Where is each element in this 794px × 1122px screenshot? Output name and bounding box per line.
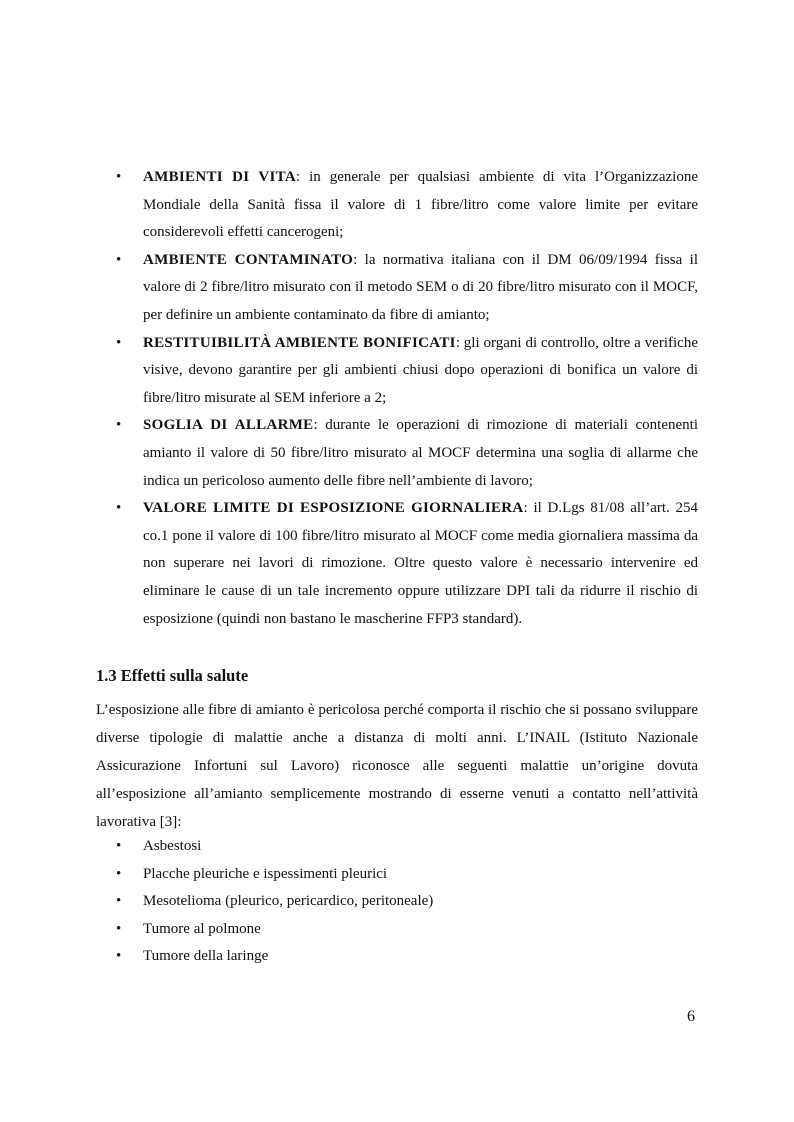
section-intro-paragraph: L’esposizione alle fibre di amianto è pericolosa perché comporta il rischio che si possano sviluppare diverse tipologie di malattie anche a distanza di molti anni. L’INAIL (Istituto Nazionale Assicurazione Infortuni sul Lavoro) riconosce alle seguenti malattie un’origine dovuta all’esposizione all’amianto semplicemente mostrando di esserne venuti a contatto nell’attività lavorativa [3]:: [96, 702, 698, 830]
definition-term: VALORE LIMITE DI ESPOSIZIONE GIORNALIERA: [143, 500, 524, 517]
bullet-icon: •: [116, 334, 122, 351]
list-item: [96, 833, 698, 861]
list-item: [96, 412, 698, 495]
list-item: [96, 247, 698, 330]
definitions-list: [96, 164, 698, 633]
bullet-icon: •: [116, 920, 122, 937]
bullet-icon: •: [116, 838, 122, 854]
list-item: [96, 943, 698, 971]
definition-text: : la normativa italiana con il DM 06/09/1994 fissa il valore di 2 fibre/litro misurato con il metodo SEM o di 20 fibre/litro misurato con il MOCF, per definire un ambiente contaminato da fibre di amianto;: [143, 251, 698, 323]
definition-term: RESTITUIBILITÀ AMBIENTE BONIFICATI: [143, 334, 456, 351]
disease-label: Mesotelioma (pleurico, pericardico, peritoneale): [143, 893, 434, 910]
definitions-section: [96, 164, 698, 633]
diseases-list: [96, 833, 698, 971]
list-item: [96, 495, 698, 633]
page-number: 6: [687, 1008, 695, 1025]
list-item: [96, 164, 698, 247]
bullet-icon: •: [116, 893, 122, 910]
definition-term: AMBIENTI DI VITA: [143, 169, 296, 185]
disease-label: Tumore al polmone: [143, 920, 261, 937]
bullet-icon: •: [116, 500, 122, 517]
disease-label: Tumore della laringe: [143, 948, 269, 965]
list-item: [96, 330, 698, 413]
definition-term: AMBIENTE CONTAMINATO: [143, 251, 354, 268]
bullet-icon: •: [116, 251, 122, 268]
list-item: [96, 861, 698, 889]
definition-text: : gli organi di controllo, oltre a verifiche visive, devono garantire per gli ambienti chiusi dopo operazioni di bonifica un valore di fibre/litro misurate al SEM inferiore a 2;: [143, 334, 698, 406]
list-item: [96, 916, 698, 944]
definition-term: SOGLIA DI ALLARME: [143, 417, 314, 434]
definition-text: : in generale per qualsiasi ambiente di vita l’Organizzazione Mondiale della Sanità fissa il valore di 1 fibre/litro come valore limite per evitare considerevoli effetti cancerogeni;: [143, 169, 698, 241]
section-heading: 1.3 Effetti sulla salute: [96, 666, 249, 685]
bullet-icon: •: [116, 169, 122, 185]
bullet-icon: •: [116, 948, 122, 965]
definition-text: : durante le operazioni di rimozione di materiali contenenti amianto il valore di 50 fibre/litro misurato al MOCF determina una soglia di allarme che indica un pericoloso aumento delle fibre nell’ambiente di lavoro;: [143, 417, 698, 489]
bullet-icon: •: [116, 865, 122, 882]
definition-text: : il D.Lgs 81/08 all’art. 254 co.1 pone il valore di 100 fibre/litro misurato al MOCF come media giornaliera massima da non superare nei lavori di rimozione. Oltre questo valore è necessario intervenire ed eliminare le cause di un tale incremento oppure utilizzare DPI tali da ridurre il rischio di esposizione (quindi non bastano le mascherine FFP3 standard).: [143, 500, 698, 627]
disease-label: Asbestosi: [143, 838, 202, 854]
disease-label: Placche pleuriche e ispessimenti pleurici: [143, 865, 388, 882]
bullet-icon: •: [116, 417, 122, 434]
list-item: [96, 888, 698, 916]
